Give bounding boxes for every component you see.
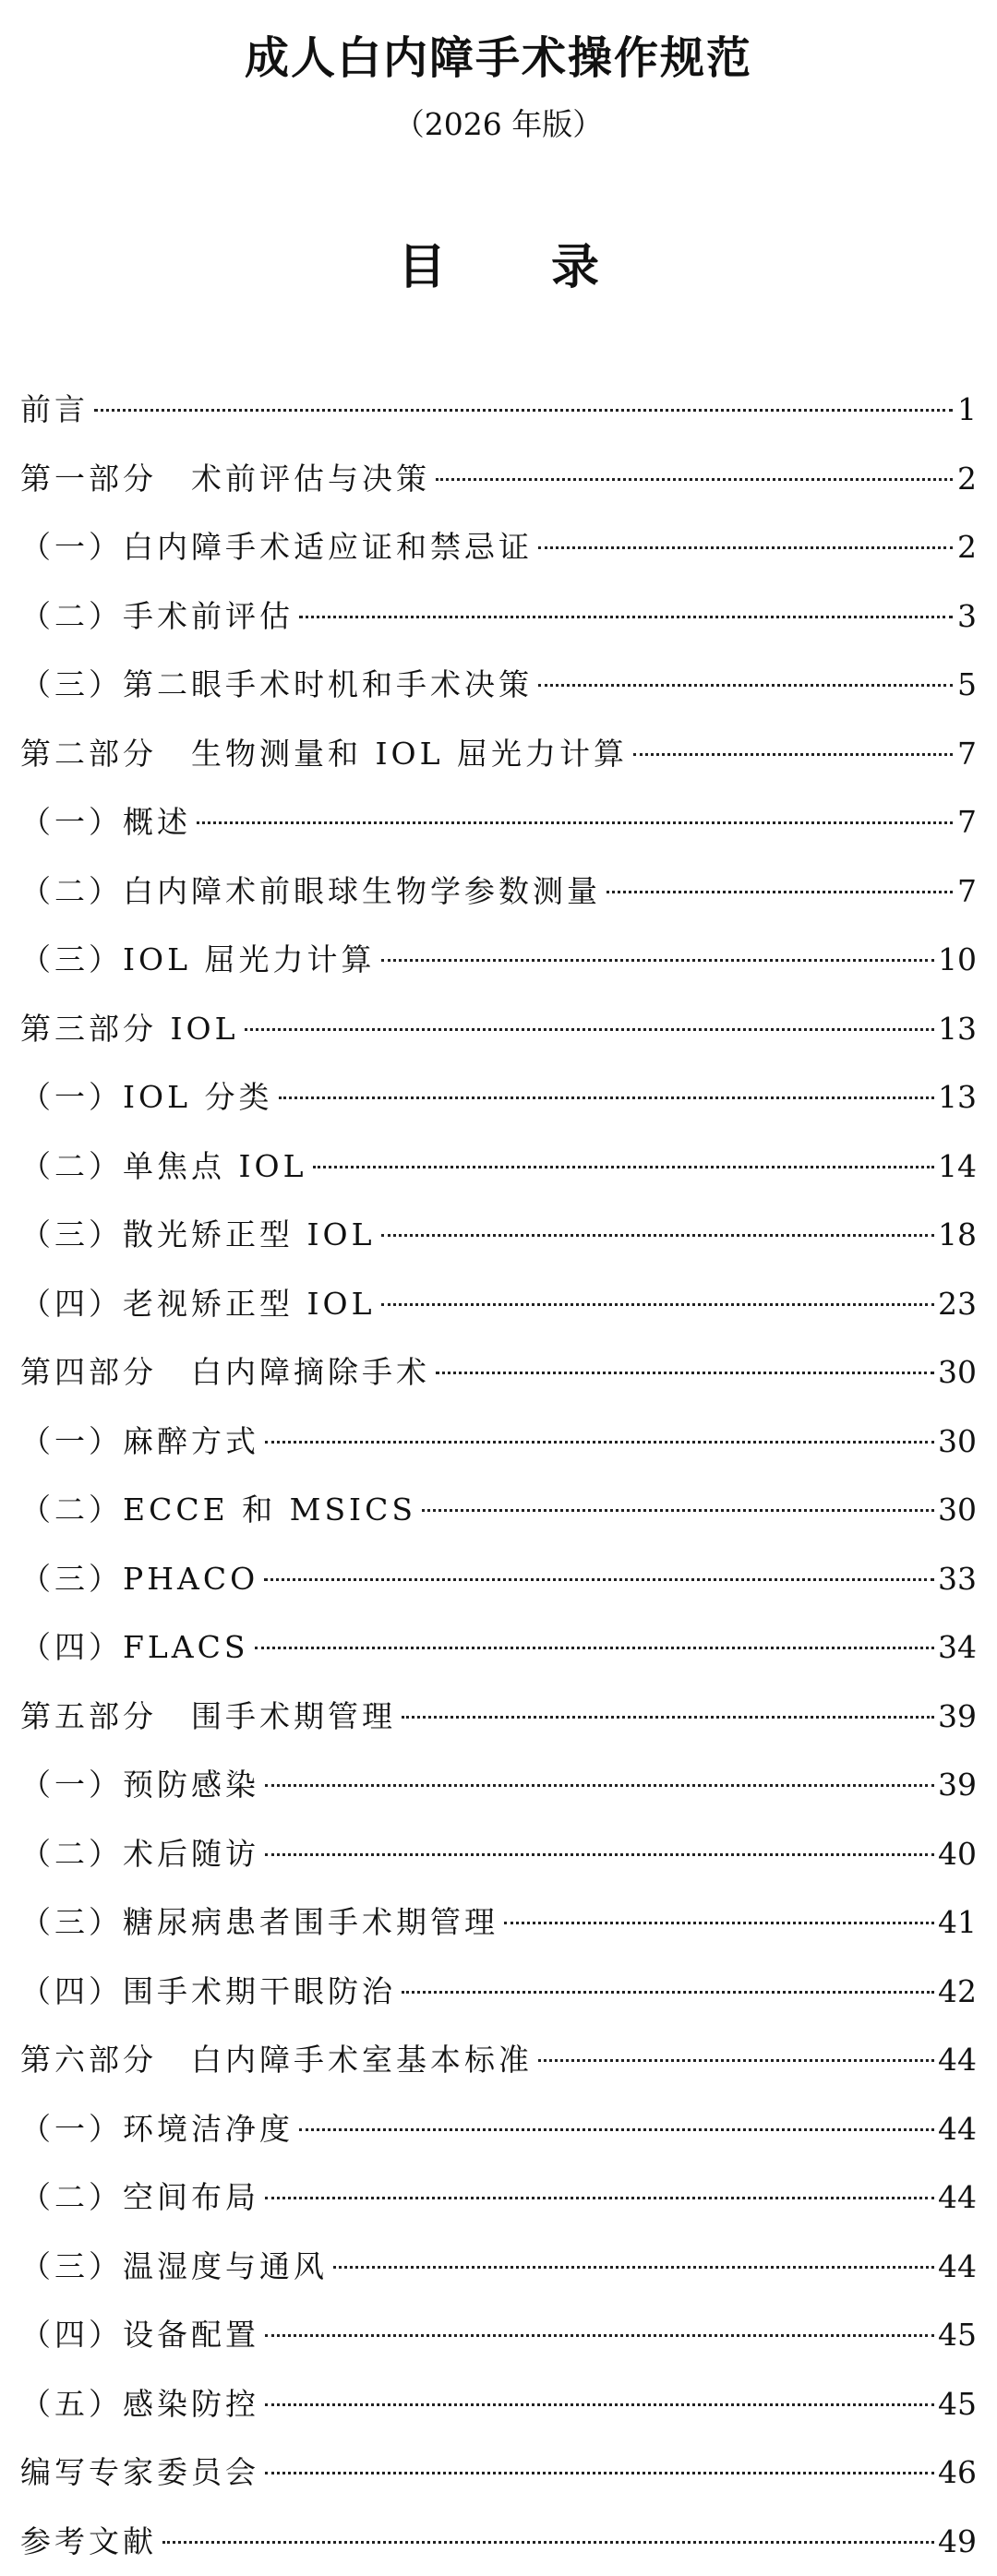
toc-entry[interactable] [20,2233,977,2302]
toc-leader-dots [299,2128,934,2131]
toc-entry-page-number: 13 [938,995,977,1064]
toc-entry-label: （三）糖尿病患者围手术期管理 [20,1888,498,1958]
toc-leader-dots [313,1166,935,1168]
toc-entry-page-number: 13 [938,1063,977,1132]
toc-leader-dots [264,1578,934,1581]
toc-leader-dots [402,1716,934,1719]
toc-entry-label: 编写专家委员会 [20,2438,259,2508]
toc-entry-label: （二）手术前评估 [20,582,294,652]
table-of-contents [20,376,977,2576]
toc-entry[interactable] [20,376,977,445]
toc-leader-dots [265,2403,934,2406]
toc-entry-label: （一）预防感染 [20,1751,259,1820]
toc-leader-dots [504,1922,934,1924]
document-edition: （2026 年版） [0,103,997,146]
toc-entry[interactable] [20,1270,977,1339]
toc-leader-dots [381,1303,935,1306]
toc-entry-page-number: 42 [938,1958,977,2027]
toc-entry-page-number: 18 [938,1201,977,1270]
toc-leader-dots [607,891,953,893]
toc-entry-page-number: 7 [956,857,977,927]
toc-entry-label: 第五部分 围手术期管理 [20,1683,396,1752]
toc-entry-label: （一）概述 [20,788,191,857]
toc-leader-dots [333,2266,934,2269]
toc-entry-label: 前言 [20,376,89,445]
toc-entry-label: （一）IOL 分类 [20,1063,273,1132]
toc-entry[interactable] [20,926,977,995]
toc-leader-dots [422,1509,934,1512]
toc-entry-label: （三）IOL 屈光力计算 [20,926,376,995]
toc-entry-page-number: 39 [938,1751,977,1820]
toc-entry[interactable] [20,1820,977,1889]
toc-entry[interactable] [20,995,977,1064]
toc-leader-dots [197,821,953,824]
toc-entry-page-number: 14 [938,1132,977,1202]
toc-entry[interactable] [20,788,977,857]
toc-entry-label: 第六部分 白内障手术室基本标准 [20,2026,533,2095]
toc-entry[interactable] [20,1751,977,1820]
toc-entry[interactable] [20,2438,977,2508]
toc-entry[interactable] [20,1888,977,1958]
toc-heading: 目 录 [0,235,997,300]
toc-entry-label: （二）空间布局 [20,2163,259,2233]
toc-entry[interactable] [20,1476,977,1545]
toc-entry[interactable] [20,1063,977,1132]
toc-entry-page-number: 39 [938,1683,977,1752]
toc-leader-dots [538,684,953,687]
toc-entry-page-number: 5 [956,651,977,720]
toc-entry-label: （二）ECCE 和 MSICS [20,1476,416,1545]
toc-entry-page-number: 3 [956,582,977,652]
toc-entry[interactable] [20,1683,977,1752]
toc-leader-dots [255,1647,935,1649]
toc-leader-dots [402,1991,934,1994]
toc-entry-label: （四）设备配置 [20,2301,259,2370]
toc-entry-label: （三）PHACO [20,1545,258,1614]
toc-entry[interactable] [20,1201,977,1270]
document-title: 成人白内障手术操作规范 [0,26,997,90]
toc-entry[interactable] [20,2095,977,2164]
toc-entry[interactable] [20,2026,977,2095]
toc-entry-label: （二）术后随访 [20,1820,259,1889]
toc-entry[interactable] [20,1338,977,1408]
toc-entry-label: （二）单焦点 IOL [20,1132,307,1202]
toc-entry-page-number: 2 [956,513,977,582]
toc-entry-page-number: 44 [938,2233,977,2302]
toc-leader-dots [265,2197,934,2199]
toc-entry-label: （一）麻醉方式 [20,1408,259,1477]
toc-entry-label: （三）第二眼手术时机和手术决策 [20,651,533,720]
toc-leader-dots [381,959,935,962]
toc-entry-label: （一）白内障手术适应证和禁忌证 [20,513,533,582]
toc-entry-label: （四）老视矫正型 IOL [20,1270,376,1339]
toc-entry-page-number: 46 [938,2438,977,2508]
toc-leader-dots [265,1784,934,1787]
toc-entry-label: （五）感染防控 [20,2370,259,2439]
toc-entry-page-number: 30 [938,1338,977,1408]
toc-entry-page-number: 1 [956,376,977,445]
toc-entry-page-number: 44 [938,2026,977,2095]
toc-leader-dots [162,2541,934,2544]
toc-entry-page-number: 41 [938,1888,977,1958]
toc-entry-label: 第三部分 IOL [20,995,239,1064]
toc-entry[interactable] [20,1545,977,1614]
toc-entry-page-number: 7 [956,788,977,857]
toc-entry-page-number: 45 [938,2370,977,2439]
toc-leader-dots [299,616,953,618]
toc-leader-dots [265,2334,934,2337]
toc-leader-dots [633,753,953,756]
toc-leader-dots [538,546,953,549]
toc-leader-dots [94,409,953,412]
toc-entry[interactable] [20,2508,977,2576]
toc-entry[interactable] [20,1132,977,1202]
toc-entry[interactable] [20,857,977,927]
toc-entry[interactable] [20,2163,977,2233]
toc-entry-page-number: 7 [956,720,977,789]
toc-entry-page-number: 30 [938,1408,977,1477]
toc-entry-page-number: 44 [938,2095,977,2164]
toc-leader-dots [245,1028,935,1031]
toc-entry[interactable] [20,1958,977,2027]
toc-entry-page-number: 10 [938,926,977,995]
toc-leader-dots [381,1234,935,1237]
toc-entry[interactable] [20,1408,977,1477]
toc-entry-label: 第一部分 术前评估与决策 [20,445,430,514]
toc-entry[interactable] [20,720,977,789]
toc-leader-dots [538,2059,934,2062]
toc-entry[interactable] [20,2301,977,2370]
toc-entry[interactable] [20,2370,977,2439]
toc-entry-page-number: 23 [938,1270,977,1339]
toc-entry-label: （一）环境洁净度 [20,2095,294,2164]
toc-leader-dots [436,478,953,481]
toc-entry[interactable] [20,1613,977,1683]
toc-entry-label: （四）FLACS [20,1613,249,1683]
toc-leader-dots [436,1372,934,1374]
toc-entry-page-number: 45 [938,2301,977,2370]
toc-entry-label: 第二部分 生物测量和 IOL 屈光力计算 [20,720,628,789]
toc-entry[interactable] [20,582,977,652]
toc-entry-label: （三）散光矫正型 IOL [20,1201,376,1270]
toc-entry-page-number: 2 [956,445,977,514]
toc-leader-dots [265,2472,934,2474]
toc-entry[interactable] [20,445,977,514]
toc-leader-dots [265,1853,934,1856]
toc-entry-label: （三）温湿度与通风 [20,2233,328,2302]
toc-entry-page-number: 30 [938,1476,977,1545]
toc-entry[interactable] [20,513,977,582]
toc-entry-page-number: 34 [938,1613,977,1683]
toc-entry-label: 参考文献 [20,2508,157,2576]
toc-entry-page-number: 40 [938,1820,977,1889]
toc-entry-page-number: 44 [938,2163,977,2233]
toc-entry-page-number: 49 [938,2508,977,2576]
toc-entry-page-number: 33 [938,1545,977,1614]
toc-entry-label: 第四部分 白内障摘除手术 [20,1338,430,1408]
toc-leader-dots [279,1096,935,1099]
toc-entry[interactable] [20,651,977,720]
toc-leader-dots [265,1441,934,1444]
toc-entry-label: （四）围手术期干眼防治 [20,1958,396,2027]
toc-entry-label: （二）白内障术前眼球生物学参数测量 [20,857,601,927]
